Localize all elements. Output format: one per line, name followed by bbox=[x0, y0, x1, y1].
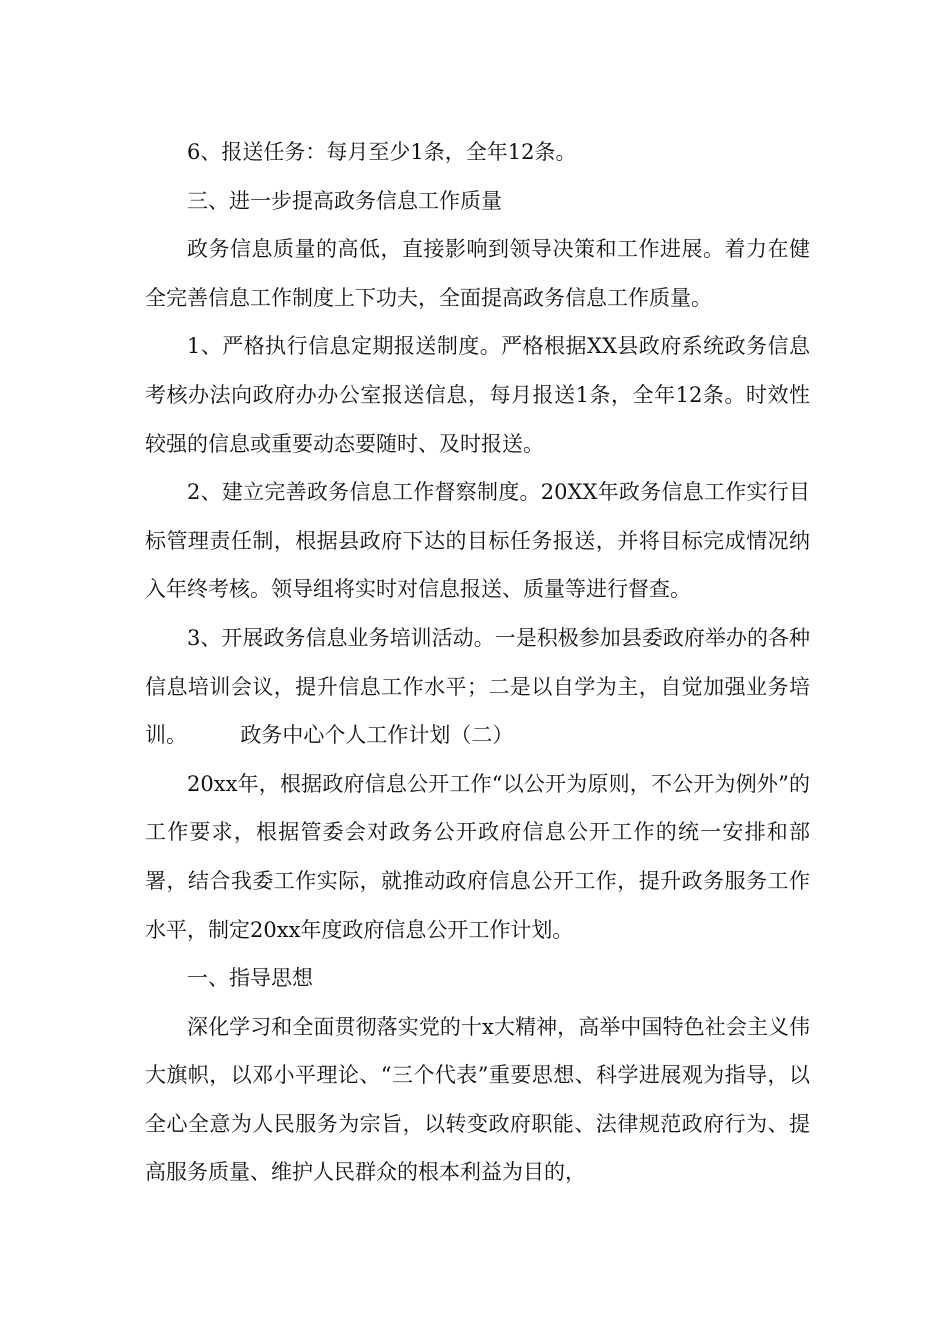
paragraph-quality-intro: 政务信息质量的高低，直接影响到领导决策和工作进展。着力在健全完善信息工作制度上下功夫，全面提高政务信息工作质量。 bbox=[145, 237, 810, 310]
heading-guiding-thought: 一、指导思想 bbox=[187, 966, 313, 991]
paragraph-report-task: 6、报送任务：每月至少1条，全年12条。 bbox=[187, 140, 577, 164]
paragraph-item-1: 1、严格执行信息定期报送制度。严格根据XX县政府系统政务信息考核办法向政府办办公室报送信息，每月报送1条，全年12条。时效性较强的信息或重要动态要随时、及时报送。 bbox=[145, 334, 810, 456]
paragraph-plan-intro: 20xx年，根据政府信息公开工作“以公开为原则，不公开为例外”的工作要求，根据管委会对政务公开政府信息公开工作的统一安排和部署，结合我委工作实际，就推动政府信息公开工作，提升政务服务工作水平，制定20xx年度政府信息公开工作计划。 bbox=[145, 771, 810, 942]
heading-section-three: 三、进一步提高政务信息工作质量 bbox=[187, 188, 502, 213]
document-body bbox=[145, 128, 810, 1197]
paragraph-item-2: 2、建立完善政务信息工作督察制度。20XX年政务信息工作实行目标管理责任制，根据县政府下达的目标任务报送，并将目标完成情况纳入年终考核。领导组将实时对信息报送、质量等进行督查。 bbox=[145, 480, 810, 602]
paragraph-item-3: 3、开展政务信息业务培训活动。一是积极参加县委政府举办的各种信息培训会议，提升信息工作水平；二是以自学为主，自觉加强业务培训。 政务中心个人工作计划（二） bbox=[145, 625, 810, 748]
paragraph-guiding-thought: 深化学习和全面贯彻落实党的十x大精神，高举中国特色社会主义伟大旗帜，以邓小平理论、“三个代表”重要思想、科学进展观为指导，以全心全意为人民服务为宗旨，以转变政府职能、法律规范政府行为、提高服务质量、维护人民群众的根本利益为目的， bbox=[145, 1014, 810, 1185]
